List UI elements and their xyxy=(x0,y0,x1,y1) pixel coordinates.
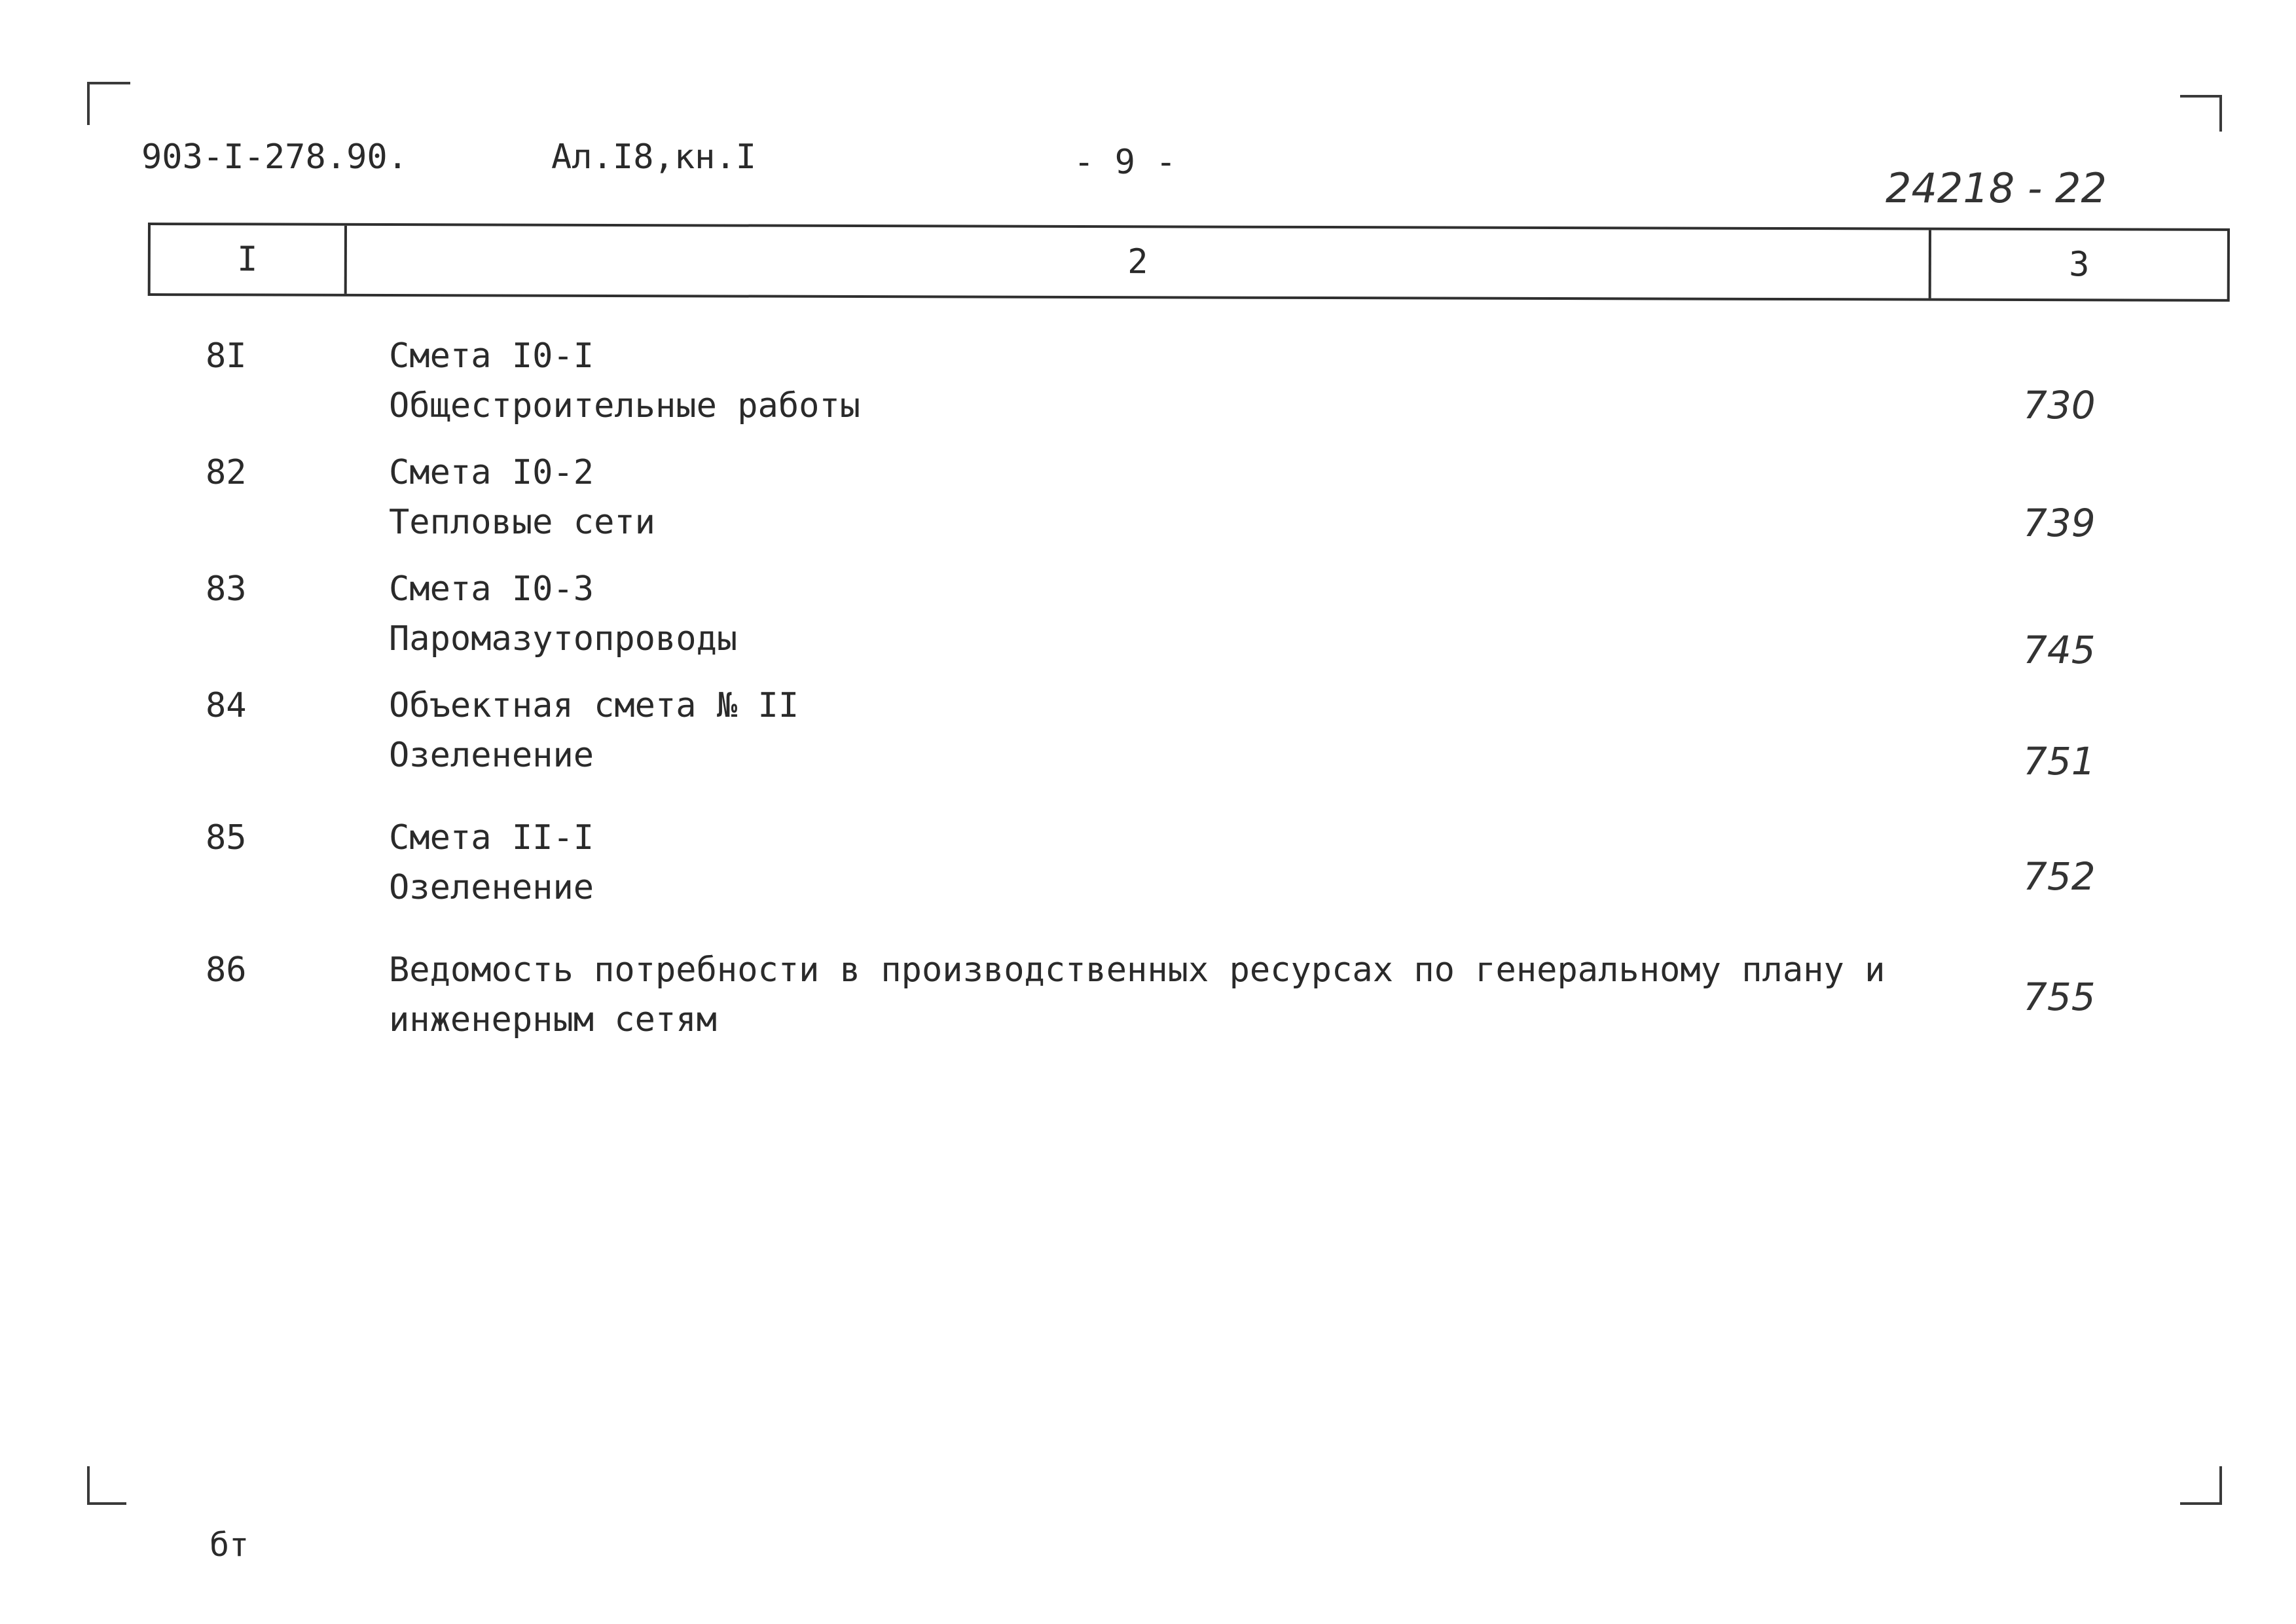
row-title-line: Смета I0-2 xyxy=(389,453,594,492)
inventory-number: 24218 - 22 xyxy=(1886,164,2107,212)
column-header-number: I xyxy=(151,225,347,294)
row-number: 8I xyxy=(206,336,247,376)
row-title-line: Смета I0-I xyxy=(389,336,594,376)
row-number: 83 xyxy=(206,569,247,609)
column-header-title: 2 xyxy=(347,226,1931,298)
row-title-line: Смета I0-3 xyxy=(389,569,594,609)
row-page: 751 xyxy=(2023,739,2096,784)
album-reference: Ал.I8,кн.I xyxy=(551,137,757,177)
table-header xyxy=(148,223,2230,302)
row-title xyxy=(389,448,655,547)
row-number: 86 xyxy=(206,950,247,990)
corner-mark-top-right xyxy=(2180,95,2222,132)
row-page: 739 xyxy=(2023,501,2096,545)
row-title-line: Паромазутопроводы xyxy=(389,619,738,659)
row-page: 745 xyxy=(2023,628,2096,672)
row-page: 752 xyxy=(2023,854,2096,899)
row-title xyxy=(389,813,594,912)
row-title xyxy=(389,681,799,780)
corner-mark-top-left xyxy=(87,82,130,125)
row-title-line: Общестроительные работы xyxy=(389,386,861,425)
column-header-page: 3 xyxy=(2069,245,2090,285)
row-title-line: Озеленение xyxy=(389,868,594,907)
row-page: 755 xyxy=(2023,975,2096,1019)
row-title-line: Ведомость потребности в производственных ресурсах по генеральному плану и xyxy=(389,950,1886,990)
row-title-line: Смета II-I xyxy=(389,818,594,857)
row-number: 82 xyxy=(206,453,247,492)
row-title-line: инженерным сетям xyxy=(389,1000,717,1039)
corner-mark-bottom-right xyxy=(2180,1466,2222,1505)
row-title xyxy=(389,331,860,431)
row-number: 84 xyxy=(206,686,247,725)
row-title-line: Тепловые сети xyxy=(389,503,655,542)
row-title-line: Озеленение xyxy=(389,736,594,775)
document-code: 903-I-278.90. xyxy=(141,137,408,177)
row-title-line: Объектная смета № II xyxy=(389,686,799,725)
row-title xyxy=(389,564,737,664)
row-number: 85 xyxy=(206,818,247,857)
corner-mark-bottom-left xyxy=(87,1466,126,1505)
row-page: 730 xyxy=(2023,383,2096,427)
row-title xyxy=(389,945,1885,1045)
footer-mark: бт xyxy=(210,1526,249,1564)
page-number: - 9 - xyxy=(1074,143,1176,182)
